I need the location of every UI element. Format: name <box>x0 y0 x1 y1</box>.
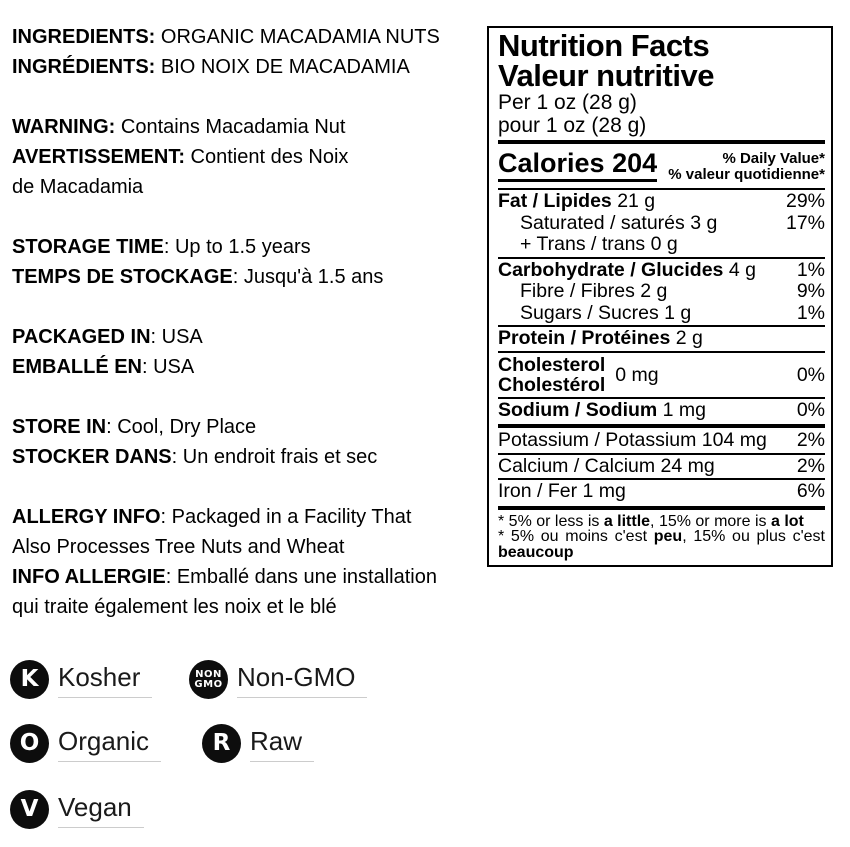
divider-thick <box>498 140 825 144</box>
non-gmo-icon-line2: GMO <box>194 678 223 690</box>
allergy-value-fr-2: qui traite également les noix et le blé <box>12 596 337 618</box>
cholesterol-dv: 0% <box>796 363 825 386</box>
protein-dv <box>819 329 825 349</box>
potassium-amount: 104 mg <box>701 429 767 451</box>
store-in-value-fr: : Un endroit frais et sec <box>171 446 378 468</box>
daily-value-header <box>668 149 825 183</box>
store-in-label-en: STORE IN <box>12 416 107 438</box>
daily-value-header-en: % Daily Value* <box>722 150 825 167</box>
divider-thick <box>498 506 825 510</box>
badge-raw <box>202 724 314 763</box>
ingredients-line-en <box>12 22 482 52</box>
calories-number: 204 <box>612 148 658 178</box>
nutrient-row-saturated <box>498 213 825 235</box>
carbohydrate-amount: 4 g <box>728 258 756 281</box>
badge-organic <box>10 724 161 763</box>
packaged-in-line-fr <box>12 352 482 382</box>
iron-amount: 1 mg <box>582 480 626 502</box>
packaged-in-label-fr: EMBALLÉ EN <box>12 356 142 378</box>
ingredients-value-fr: BIO NOIX DE MACADAMIA <box>155 56 410 78</box>
allergy-value-en-2: Also Processes Tree Nuts and Wheat <box>12 536 345 558</box>
fat-name: Fat / Lipides <box>498 190 612 212</box>
badge-kosher <box>10 660 152 699</box>
nutrition-facts-title-fr: Valeur nutritive <box>498 58 714 93</box>
store-in-line-fr <box>12 442 482 472</box>
warning-value-fr: Contient des Noix <box>184 146 349 168</box>
serving-size-fr: pour 1 oz (28 g) <box>498 114 647 137</box>
footnote-fr-text-1: * 5% ou moins c'est <box>498 528 654 545</box>
sodium-amount: 1 mg <box>662 398 707 421</box>
non-gmo-label: Non-GMO <box>237 662 367 698</box>
divider-thick <box>498 424 825 428</box>
kosher-label: Kosher <box>58 662 152 698</box>
nutrition-facts-title-en: Nutrition Facts <box>498 28 710 63</box>
organic-icon <box>10 724 49 763</box>
trans-amount: 0 g <box>650 233 678 255</box>
protein-name: Protein / Protéines <box>498 327 671 349</box>
footnote-fr-bold-2: beaucoup <box>498 543 574 561</box>
vegan-icon-letter: V <box>20 796 39 822</box>
serving-size-en: Per 1 oz (28 g) <box>498 91 637 114</box>
footnote-en-text-1: * 5% or less is <box>498 512 604 530</box>
storage-time-label-fr: TEMPS DE STOCKAGE <box>12 266 233 288</box>
kosher-icon-letter: K <box>20 666 39 692</box>
warning-section <box>12 112 482 202</box>
nutrient-row-fibre <box>498 281 825 303</box>
ingredients-label-en: INGREDIENTS: <box>12 26 156 48</box>
storage-time-label-en: STORAGE TIME <box>12 236 164 258</box>
raw-label: Raw <box>250 726 314 762</box>
cholesterol-amount: 0 mg <box>615 363 659 386</box>
storage-time-section <box>12 232 482 292</box>
allergy-value-en-1: : Packaged in a Facility That <box>160 506 412 528</box>
potassium-dv: 2% <box>796 429 825 451</box>
calories-row <box>498 146 825 187</box>
sugars-amount: 1 g <box>664 301 692 324</box>
footnote-en-text-2: , 15% or more is <box>650 512 771 530</box>
saturated-amount: 3 g <box>690 211 718 234</box>
nutrition-facts-panel <box>487 26 833 567</box>
allergy-value-fr-1: : Emballé dans une installation <box>165 566 437 588</box>
warning-label-fr: AVERTISSEMENT: <box>12 146 185 168</box>
cholesterol-name-en: Cholesterol <box>498 353 606 376</box>
calcium-name: Calcium / Calcium <box>498 454 656 477</box>
warning-label-en: WARNING: <box>12 116 116 138</box>
nutrient-row-iron <box>498 481 825 503</box>
footnote <box>498 512 825 561</box>
store-in-line-en <box>12 412 482 442</box>
iron-dv: 6% <box>796 480 825 502</box>
nutrient-row-sugars <box>498 303 825 325</box>
organic-label: Organic <box>58 726 161 762</box>
trans-dv <box>819 235 825 255</box>
non-gmo-icon <box>189 660 228 699</box>
footnote-en <box>498 514 825 530</box>
raw-icon <box>202 724 241 763</box>
sodium-name: Sodium / Sodium <box>498 398 658 421</box>
badge-non-gmo <box>189 660 367 699</box>
badge-vegan <box>10 790 144 829</box>
vegan-icon <box>10 790 49 829</box>
packaged-in-label-en: PACKAGED IN <box>12 326 151 348</box>
packaged-in-section <box>12 322 482 382</box>
vegan-label: Vegan <box>58 792 144 828</box>
iron-name: Iron / Fer <box>498 480 578 502</box>
footnote-fr-text-2: , 15% ou plus c'est <box>682 528 826 545</box>
storage-time-line-en <box>12 232 482 262</box>
ingredients-label-fr: INGRÉDIENTS: <box>12 56 156 78</box>
nutrient-row-protein <box>498 328 825 350</box>
sugars-dv: 1% <box>796 301 825 324</box>
fibre-dv: 9% <box>796 280 825 302</box>
footnote-en-bold-2: a lot <box>770 512 804 530</box>
calcium-dv: 2% <box>796 454 825 477</box>
allergy-label-en: ALLERGY INFO <box>12 506 161 528</box>
fat-dv: 29% <box>785 190 825 212</box>
storage-time-value-fr: : Jusqu'à 1.5 ans <box>232 266 384 288</box>
raw-icon-letter: R <box>212 730 231 756</box>
allergy-line-fr-2 <box>12 592 482 622</box>
allergy-label-fr: INFO ALLERGIE <box>12 566 166 588</box>
storage-time-value-en: : Up to 1.5 years <box>163 236 311 258</box>
kosher-icon <box>10 660 49 699</box>
fibre-name: Fibre / Fibres <box>520 280 635 302</box>
nutrient-row-trans <box>498 234 825 256</box>
allergy-info-section <box>12 502 482 622</box>
saturated-dv: 17% <box>785 211 825 234</box>
packaged-in-value-fr: : USA <box>142 356 195 378</box>
sodium-dv: 0% <box>796 398 825 421</box>
ingredients-section <box>12 22 482 82</box>
allergy-line-en-2 <box>12 532 482 562</box>
non-gmo-icon-line1: NON <box>195 668 222 680</box>
potassium-name: Potassium / Potassium <box>498 429 697 451</box>
storage-time-line-fr <box>12 262 482 292</box>
warning-value-en: Contains Macadamia Nut <box>115 116 346 138</box>
fibre-amount: 2 g <box>640 280 668 302</box>
fat-amount: 21 g <box>617 190 656 212</box>
warning-line-fr-2 <box>12 172 482 202</box>
nutrient-row-sodium <box>498 400 825 422</box>
ingredients-line-fr <box>12 52 482 82</box>
packaged-in-line-en <box>12 322 482 352</box>
footnote-en-bold-1: a little <box>603 512 651 530</box>
allergy-line-fr-1 <box>12 562 482 592</box>
nutrient-row-fat <box>498 191 825 213</box>
warning-value-fr-cont: de Macadamia <box>12 176 144 198</box>
protein-amount: 2 g <box>675 327 703 349</box>
sugars-name: Sugars / Sucres <box>520 301 659 324</box>
calories-label: Calories <box>498 148 605 178</box>
allergy-line-en-1 <box>12 502 482 532</box>
warning-line-fr <box>12 142 482 172</box>
product-info-column <box>12 22 482 652</box>
daily-value-header-fr: % valeur quotidienne* <box>668 166 825 183</box>
store-in-label-fr: STOCKER DANS <box>12 446 172 468</box>
calcium-amount: 24 mg <box>660 454 715 477</box>
ingredients-value-en: ORGANIC MACADAMIA NUTS <box>155 26 440 48</box>
store-in-section <box>12 412 482 472</box>
nutrient-row-calcium <box>498 456 825 478</box>
packaged-in-value-en: : USA <box>150 326 203 348</box>
store-in-value-en: : Cool, Dry Place <box>106 416 257 438</box>
footnote-fr <box>498 529 825 560</box>
nutrient-row-potassium <box>498 430 825 452</box>
organic-icon-letter: O <box>19 730 40 756</box>
trans-name: + Trans / trans <box>520 233 646 255</box>
nutrient-row-carbohydrate <box>498 260 825 282</box>
nutrient-row-cholesterol <box>498 354 825 396</box>
calories-value <box>498 149 657 182</box>
cholesterol-name-fr: Cholestérol <box>498 373 606 396</box>
footnote-fr-bold-1: peu <box>653 528 683 545</box>
carbohydrate-name: Carbohydrate / Glucides <box>498 258 724 281</box>
divider <box>498 351 825 353</box>
saturated-name: Saturated / saturés <box>520 211 685 234</box>
warning-line-en <box>12 112 482 142</box>
carbohydrate-dv: 1% <box>796 258 825 281</box>
